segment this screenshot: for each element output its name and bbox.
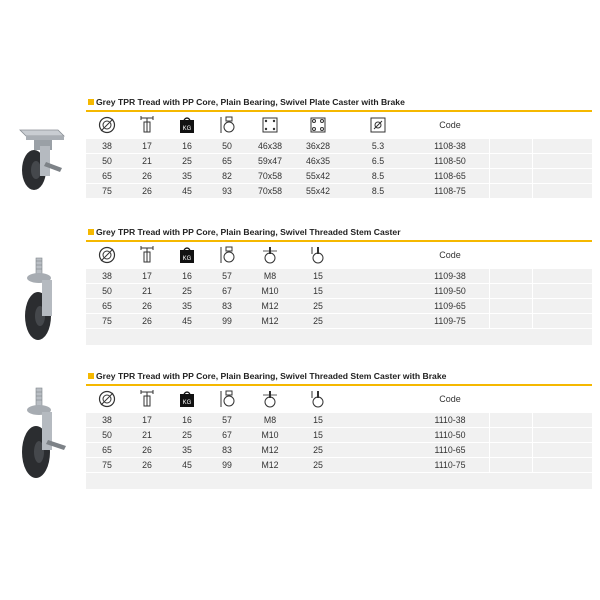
cell: 59x47 — [258, 156, 282, 166]
cell: 1109-75 — [434, 316, 466, 326]
table-body — [86, 138, 592, 198]
cell: 1108-50 — [434, 156, 466, 166]
cell: 50 — [102, 286, 112, 296]
column-divider — [532, 184, 533, 198]
cell: 25 — [182, 430, 192, 440]
kg-label: KG — [182, 256, 192, 262]
cell: 57 — [222, 415, 232, 425]
cell: 45 — [182, 460, 192, 470]
cell: 8.5 — [371, 186, 385, 196]
cell: 25 — [313, 445, 323, 455]
column-divider — [489, 269, 490, 283]
thread-size-icon — [252, 242, 288, 268]
table-row — [86, 313, 592, 328]
kg-label: KG — [182, 400, 192, 406]
threaded-stem-caster-brake-photo — [12, 386, 72, 496]
cell: 55x42 — [306, 171, 330, 181]
cell: 83 — [222, 301, 232, 311]
cell: 82 — [222, 171, 232, 181]
bolt-hole-diameter-icon — [362, 112, 394, 138]
column-divider — [532, 428, 533, 442]
cell: 46x38 — [258, 141, 282, 151]
table-body — [86, 268, 592, 345]
cell: 1108-75 — [434, 186, 466, 196]
cell: 15 — [313, 271, 323, 281]
cell: 16 — [182, 271, 192, 281]
cell: 75 — [102, 460, 112, 470]
empty-row — [86, 328, 592, 345]
cell: M10 — [261, 286, 279, 296]
cell: M12 — [261, 445, 279, 455]
cell: 26 — [142, 171, 152, 181]
cell: 25 — [313, 460, 323, 470]
kg-label: KG — [182, 126, 192, 132]
thread-size-icon — [252, 386, 288, 412]
column-divider — [489, 428, 490, 442]
cell: 36x28 — [306, 141, 330, 151]
cell: 45 — [182, 316, 192, 326]
section-title: Grey TPR Tread with PP Core, Plain Bearing, Swivel Plate Caster with Brake — [86, 96, 592, 108]
table-row — [86, 268, 592, 283]
cell: 26 — [142, 316, 152, 326]
cell: 67 — [222, 286, 232, 296]
cell: 26 — [142, 186, 152, 196]
cell: 67 — [222, 430, 232, 440]
wheel-diameter-icon — [92, 386, 122, 412]
header-row — [86, 112, 592, 138]
column-divider — [489, 184, 490, 198]
cell: 65 — [102, 445, 112, 455]
load-kg-icon — [172, 112, 202, 138]
cell: 35 — [182, 301, 192, 311]
spec-table — [86, 96, 592, 198]
table-body — [86, 412, 592, 489]
table-row — [86, 442, 592, 457]
table-row — [86, 168, 592, 183]
cell: 21 — [142, 156, 152, 166]
table-row — [86, 427, 592, 442]
wheel-width-icon — [132, 386, 162, 412]
section-title: Grey TPR Tread with PP Core, Plain Bearing, Swivel Threaded Stem Caster with Brake — [86, 370, 592, 382]
table-row — [86, 183, 592, 198]
cell: 5.3 — [371, 141, 385, 151]
column-divider — [532, 169, 533, 183]
cell: M8 — [263, 271, 277, 281]
cell: 1110-65 — [434, 445, 466, 455]
column-divider — [532, 139, 533, 153]
cell: M8 — [263, 415, 277, 425]
cell: 25 — [182, 156, 192, 166]
column-divider — [489, 169, 490, 183]
cell: 50 — [222, 141, 232, 151]
spec-table — [86, 370, 592, 489]
cell: 75 — [102, 316, 112, 326]
column-divider — [489, 139, 490, 153]
cell: 65 — [102, 301, 112, 311]
cell: 1108-65 — [434, 171, 466, 181]
section-title: Grey TPR Tread with PP Core, Plain Bearing, Swivel Threaded Stem Caster — [86, 226, 592, 238]
cell: 70x58 — [258, 186, 282, 196]
empty-row — [86, 472, 592, 489]
code-header: Code — [439, 394, 461, 404]
wheel-width-icon — [132, 112, 162, 138]
header-row — [86, 386, 592, 412]
table-row — [86, 138, 592, 153]
cell: 55x42 — [306, 186, 330, 196]
cell: 65 — [222, 156, 232, 166]
cell: 50 — [102, 430, 112, 440]
cell: 83 — [222, 445, 232, 455]
cell: 93 — [222, 186, 232, 196]
height-icon — [212, 242, 242, 268]
cell: 17 — [142, 271, 152, 281]
cell: 1109-50 — [434, 286, 466, 296]
column-divider — [532, 458, 533, 472]
cell: 16 — [182, 141, 192, 151]
cell: 65 — [102, 171, 112, 181]
code-header: Code — [439, 250, 461, 260]
column-divider — [489, 154, 490, 168]
threaded-stem-caster-photo — [12, 256, 68, 352]
cell: 25 — [182, 286, 192, 296]
cell: 1110-50 — [434, 430, 466, 440]
stem-length-icon — [300, 242, 336, 268]
column-divider — [489, 284, 490, 298]
plate-caster-photo — [12, 124, 68, 194]
cell: 38 — [102, 415, 112, 425]
cell: 15 — [313, 415, 323, 425]
cell: 38 — [102, 271, 112, 281]
table-row — [86, 153, 592, 168]
cell: 8.5 — [371, 171, 385, 181]
table-row — [86, 283, 592, 298]
column-divider — [532, 314, 533, 328]
cell: 75 — [102, 186, 112, 196]
cell: 50 — [102, 156, 112, 166]
cell: 21 — [142, 430, 152, 440]
cell: M10 — [261, 430, 279, 440]
cell: 99 — [222, 460, 232, 470]
table-row — [86, 298, 592, 313]
cell: 35 — [182, 171, 192, 181]
cell: 45 — [182, 186, 192, 196]
plate-size-icon — [252, 112, 288, 138]
cell: 1109-38 — [434, 271, 466, 281]
table-row — [86, 412, 592, 427]
cell: 99 — [222, 316, 232, 326]
wheel-diameter-icon — [92, 112, 122, 138]
cell: 35 — [182, 445, 192, 455]
cell: M12 — [261, 301, 279, 311]
column-divider — [489, 443, 490, 457]
height-icon — [212, 386, 242, 412]
header-row — [86, 242, 592, 268]
column-divider — [532, 413, 533, 427]
wheel-width-icon — [132, 242, 162, 268]
load-kg-icon — [172, 386, 202, 412]
column-divider — [489, 314, 490, 328]
code-header: Code — [439, 120, 461, 130]
column-divider — [489, 458, 490, 472]
cell: 15 — [313, 430, 323, 440]
cell: 17 — [142, 141, 152, 151]
column-divider — [532, 299, 533, 313]
cell: M12 — [261, 460, 279, 470]
cell: 1109-65 — [434, 301, 466, 311]
cell: 25 — [313, 316, 323, 326]
cell: 1108-38 — [434, 141, 466, 151]
cell: M12 — [261, 316, 279, 326]
spec-table — [86, 226, 592, 345]
column-divider — [532, 269, 533, 283]
cell: 26 — [142, 460, 152, 470]
cell: 38 — [102, 141, 112, 151]
cell: 17 — [142, 415, 152, 425]
cell: 57 — [222, 271, 232, 281]
cell: 26 — [142, 301, 152, 311]
wheel-diameter-icon — [92, 242, 122, 268]
cell: 1110-38 — [434, 415, 466, 425]
column-divider — [489, 413, 490, 427]
cell: 6.5 — [371, 156, 385, 166]
cell: 25 — [313, 301, 323, 311]
column-divider — [532, 154, 533, 168]
column-divider — [489, 299, 490, 313]
cell: 46x35 — [306, 156, 330, 166]
cell: 16 — [182, 415, 192, 425]
height-icon — [212, 112, 242, 138]
column-divider — [532, 443, 533, 457]
cell: 70x58 — [258, 171, 282, 181]
cell: 26 — [142, 445, 152, 455]
stem-length-icon — [300, 386, 336, 412]
cell: 1110-75 — [434, 460, 466, 470]
column-divider — [532, 284, 533, 298]
load-kg-icon — [172, 242, 202, 268]
table-row — [86, 457, 592, 472]
bolt-hole-spacing-icon — [300, 112, 336, 138]
cell: 21 — [142, 286, 152, 296]
cell: 15 — [313, 286, 323, 296]
